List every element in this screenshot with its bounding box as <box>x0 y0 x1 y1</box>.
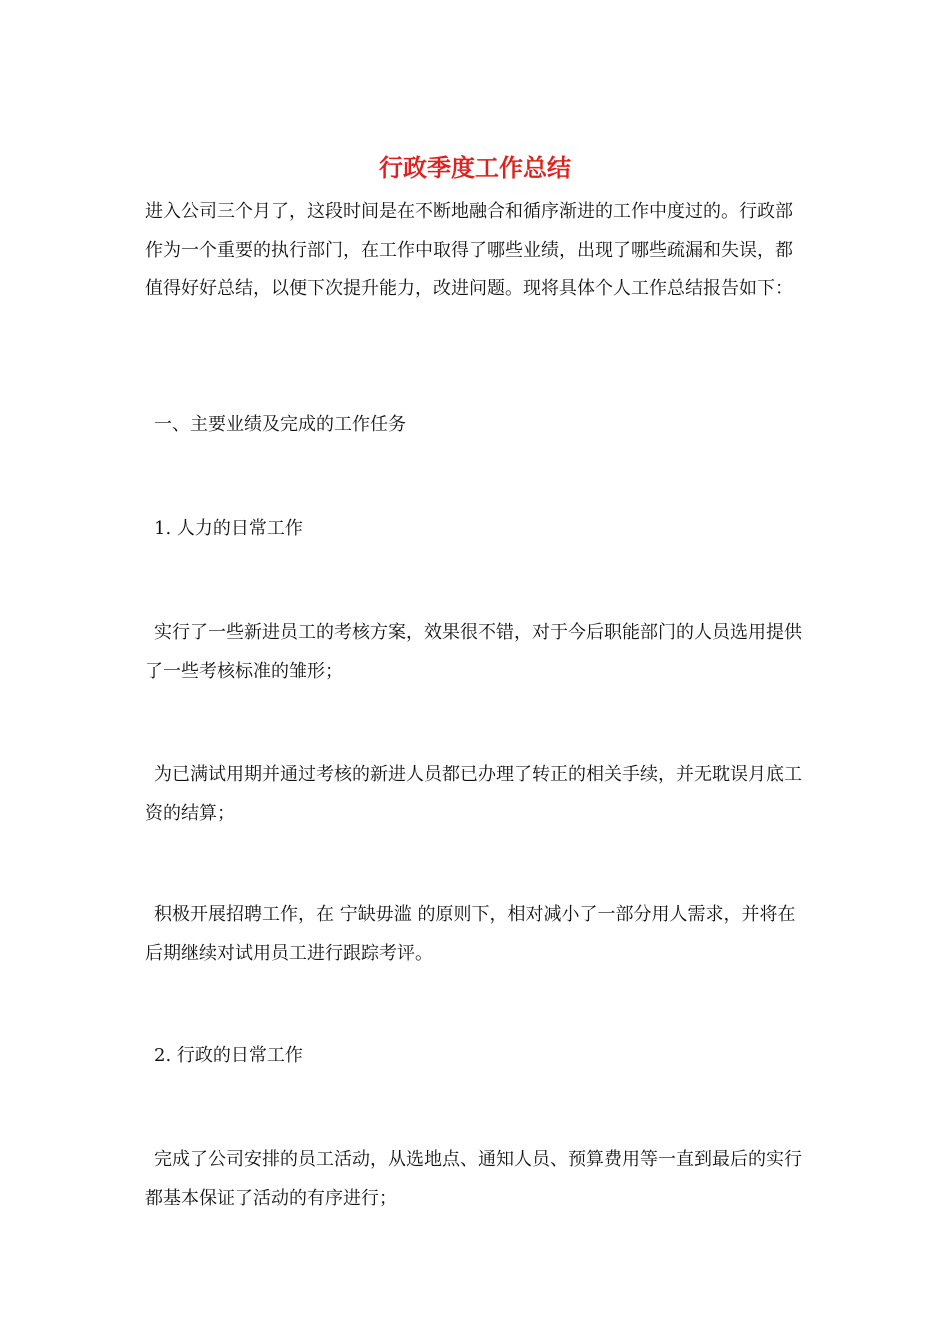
sub1-item1: 实行了一些新进员工的考核方案，效果很不错，对于今后职能部门的人员选用提供了一些考核标准的雏形； <box>145 622 802 682</box>
sub1-item3: 积极开展招聘工作，在 宁缺毋滥 的原则下，相对减小了一部分用人需求，并将在后期继续对试用员工进行跟踪考评。 <box>145 904 796 964</box>
sub2-heading: 2. 行政的日常工作 <box>154 1045 303 1066</box>
section1-heading: 一、主要业绩及完成的工作任务 <box>154 414 406 435</box>
intro-paragraph: 进入公司三个月了，这段时间是在不断地融合和循序渐进的工作中度过的。行政部作为一个重要的执行部门，在工作中取得了哪些业绩，出现了哪些疏漏和失误，都值得好好总结，以便下次提升能力，改进问题。现将具体个人工作总结报告如下： <box>145 201 793 299</box>
document-title: 行政季度工作总结 <box>379 153 571 182</box>
sub2-item1: 完成了公司安排的员工活动，从选地点、通知人员、预算费用等一直到最后的实行都基本保证了活动的有序进行； <box>145 1149 802 1209</box>
sub1-item2: 为已满试用期并通过考核的新进人员都已办理了转正的相关手续，并无耽误月底工资的结算； <box>145 764 802 824</box>
sub1-heading: 1. 人力的日常工作 <box>154 518 303 539</box>
